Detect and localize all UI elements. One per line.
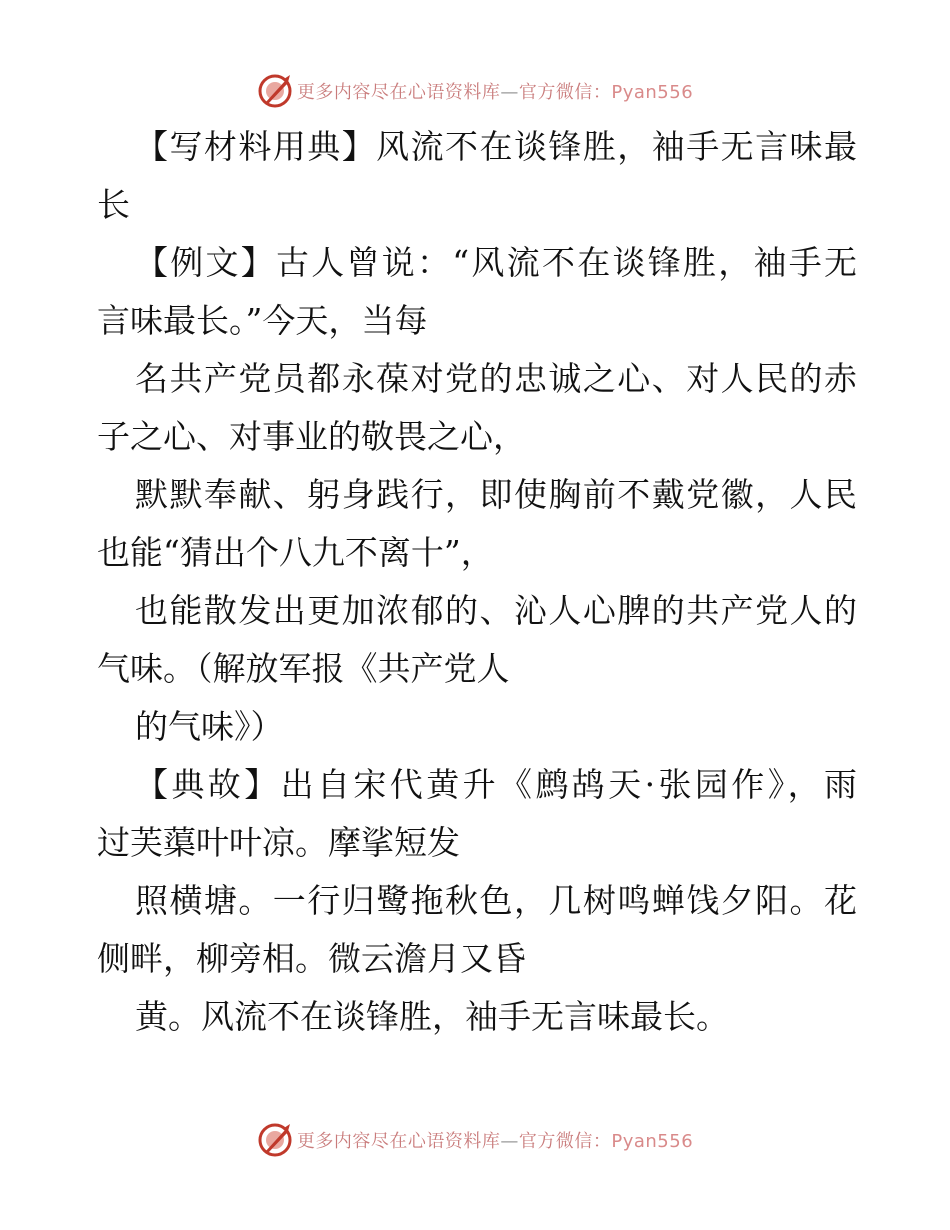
header-banner-wechat: 官方微信：: [518, 82, 612, 103]
body-line: 【典故】出自宋代黄升《鹧鸪天·张园作》，雨: [135, 765, 857, 804]
body-line: 也能散发出更加浓郁的、沁人心脾的共产党人的: [135, 591, 857, 630]
footer-banner-separator: —: [500, 1131, 519, 1152]
footer-banner-text: [297, 1127, 693, 1153]
body-line: 子之心、对事业的敬畏之心，: [97, 417, 526, 456]
body-line: 【例文】古人曾说：“风流不在谈锋胜，袖手无: [135, 243, 857, 282]
body-line: 侧畔，柳旁相。微云澹月又昏: [97, 939, 526, 978]
body-line: 黄。风流不在谈锋胜，袖手无言味最长。: [135, 997, 729, 1036]
body-line: 气味。（解放军报《共产党人: [97, 649, 510, 688]
footer-banner-id: Pyan556: [611, 1131, 694, 1152]
body-line: 【写材料用典】风流不在谈锋胜，袖手无言味最: [135, 127, 857, 166]
body-line: 过芙蕖叶叶凉。摩挲短发: [97, 823, 460, 862]
footer-banner-title: 更多内容尽在心语资料库: [296, 1131, 501, 1152]
header-banner-id: Pyan556: [611, 82, 694, 103]
body-line: 名共产党员都永葆对党的忠诚之心、对人民的赤: [135, 359, 857, 398]
body-line: 言味最长。”今天，当每: [97, 301, 428, 340]
header-banner-separator: —: [500, 82, 519, 103]
body-line: 也能“猜出个八九不离十”，: [97, 533, 494, 572]
footer-banner: [0, 1120, 950, 1160]
body-line: 默默奉献、躬身践行，即使胸前不戴党徽，人民: [135, 475, 857, 514]
header-banner-text: [297, 78, 693, 104]
body-line: 的气味》）: [135, 707, 284, 746]
quill-pen-logo-icon: [257, 1122, 293, 1158]
body-line: 长: [97, 185, 130, 224]
header-banner-title: 更多内容尽在心语资料库: [296, 82, 501, 103]
document-body: [97, 118, 857, 1046]
header-banner: [0, 71, 950, 111]
footer-banner-wechat: 官方微信：: [518, 1131, 612, 1152]
body-line: 照横塘。一行归鹭拖秋色，几树鸣蝉饯夕阳。花: [135, 881, 857, 920]
quill-pen-logo-icon: [257, 73, 293, 109]
